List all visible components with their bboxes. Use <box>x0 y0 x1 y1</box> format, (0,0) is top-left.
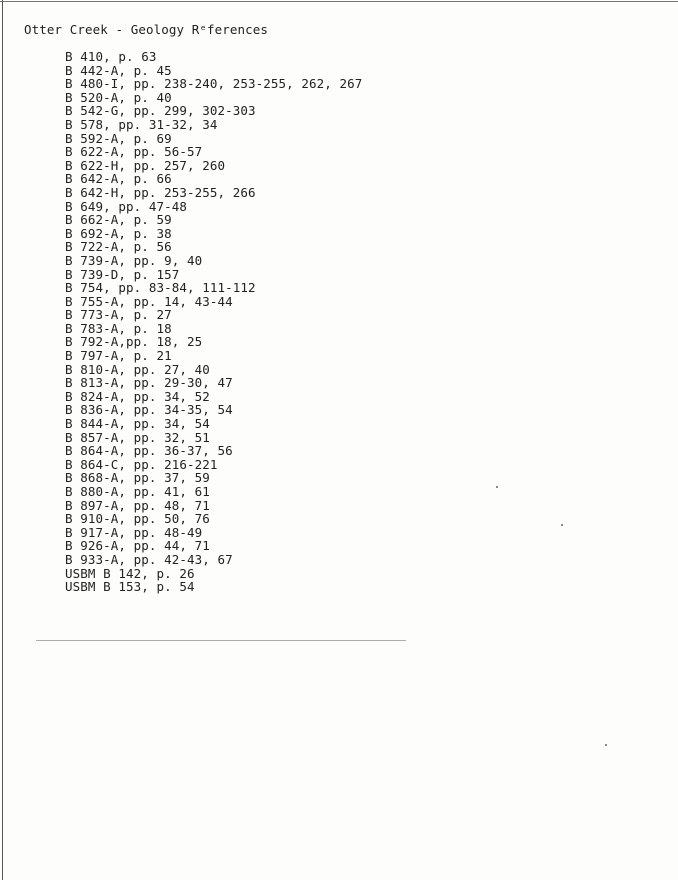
reference-entry: B 739-A, pp. 9, 40 <box>65 252 203 268</box>
scan-speck <box>496 486 498 488</box>
reference-entry: B 868-A, pp. 37, 59 <box>65 470 210 486</box>
reference-entry: USBM B 142, p. 26 <box>65 565 195 581</box>
reference-entry: B 520-A, p. 40 <box>65 89 172 105</box>
reference-entry: B 797-A, p. 21 <box>65 348 172 364</box>
reference-entry: B 836-A, pp. 34-35, 54 <box>65 402 233 418</box>
horizontal-rule <box>36 640 406 641</box>
scan-speck <box>561 524 563 526</box>
reference-entry: B 910-A, pp. 50, 76 <box>65 511 210 527</box>
reference-entry: USBM B 153, p. 54 <box>65 579 195 595</box>
reference-entry: B 662-A, p. 59 <box>65 212 172 228</box>
reference-entry: B 864-A, pp. 36-37, 56 <box>65 443 233 459</box>
page-title: Otter Creek - Geology Rᵉferences <box>24 22 269 37</box>
reference-entry: B 542-G, pp. 299, 302-303 <box>65 103 256 119</box>
reference-entry: B 933-A, pp. 42-43, 67 <box>65 551 233 567</box>
reference-entry: B 917-A, pp. 48-49 <box>65 524 203 540</box>
reference-entry: B 755-A, pp. 14, 43-44 <box>65 293 233 309</box>
reference-entry: B 692-A, p. 38 <box>65 225 172 241</box>
reference-entry: B 642-A, p. 66 <box>65 171 172 187</box>
reference-entry: B 578, pp. 31-32, 34 <box>65 116 218 132</box>
reference-entry: B 442-A, p. 45 <box>65 62 172 78</box>
reference-entry: B 844-A, pp. 34, 54 <box>65 416 210 432</box>
reference-entry: B 622-A, pp. 56-57 <box>65 144 203 160</box>
reference-entry: B 857-A, pp. 32, 51 <box>65 429 210 445</box>
reference-entry: B 410, p. 63 <box>65 49 157 64</box>
page-top-edge <box>0 1 678 2</box>
reference-entry: B 813-A, pp. 29-30, 47 <box>65 375 233 391</box>
reference-entry: B 897-A, pp. 48, 71 <box>65 497 210 513</box>
scan-speck <box>605 744 607 746</box>
reference-list <box>65 50 362 594</box>
reference-entry: B 739-D, p. 157 <box>65 266 180 282</box>
page-left-edge <box>2 0 3 880</box>
reference-entry: B 926-A, pp. 44, 71 <box>65 538 210 554</box>
reference-entry: B 783-A, p. 18 <box>65 320 172 336</box>
reference-entry: B 773-A, p. 27 <box>65 307 172 323</box>
reference-entry: B 864-C, pp. 216-221 <box>65 456 218 472</box>
reference-entry: B 792-A,pp. 18, 25 <box>65 334 203 350</box>
reference-entry: B 622-H, pp. 257, 260 <box>65 157 226 173</box>
reference-entry: B 824-A, pp. 34, 52 <box>65 388 210 404</box>
reference-entry: B 722-A, p. 56 <box>65 239 172 255</box>
reference-entry: B 880-A, pp. 41, 61 <box>65 484 210 499</box>
reference-entry: B 642-H, pp. 253-255, 266 <box>65 184 256 200</box>
reference-entry: B 754, pp. 83-84, 111-112 <box>65 280 256 296</box>
reference-entry: B 592-A, p. 69 <box>65 130 172 146</box>
reference-entry: B 810-A, pp. 27, 40 <box>65 361 210 377</box>
reference-entry: B 480-I, pp. 238-240, 253-255, 262, 267 <box>65 76 363 92</box>
reference-entry: B 649, pp. 47-48 <box>65 198 188 214</box>
